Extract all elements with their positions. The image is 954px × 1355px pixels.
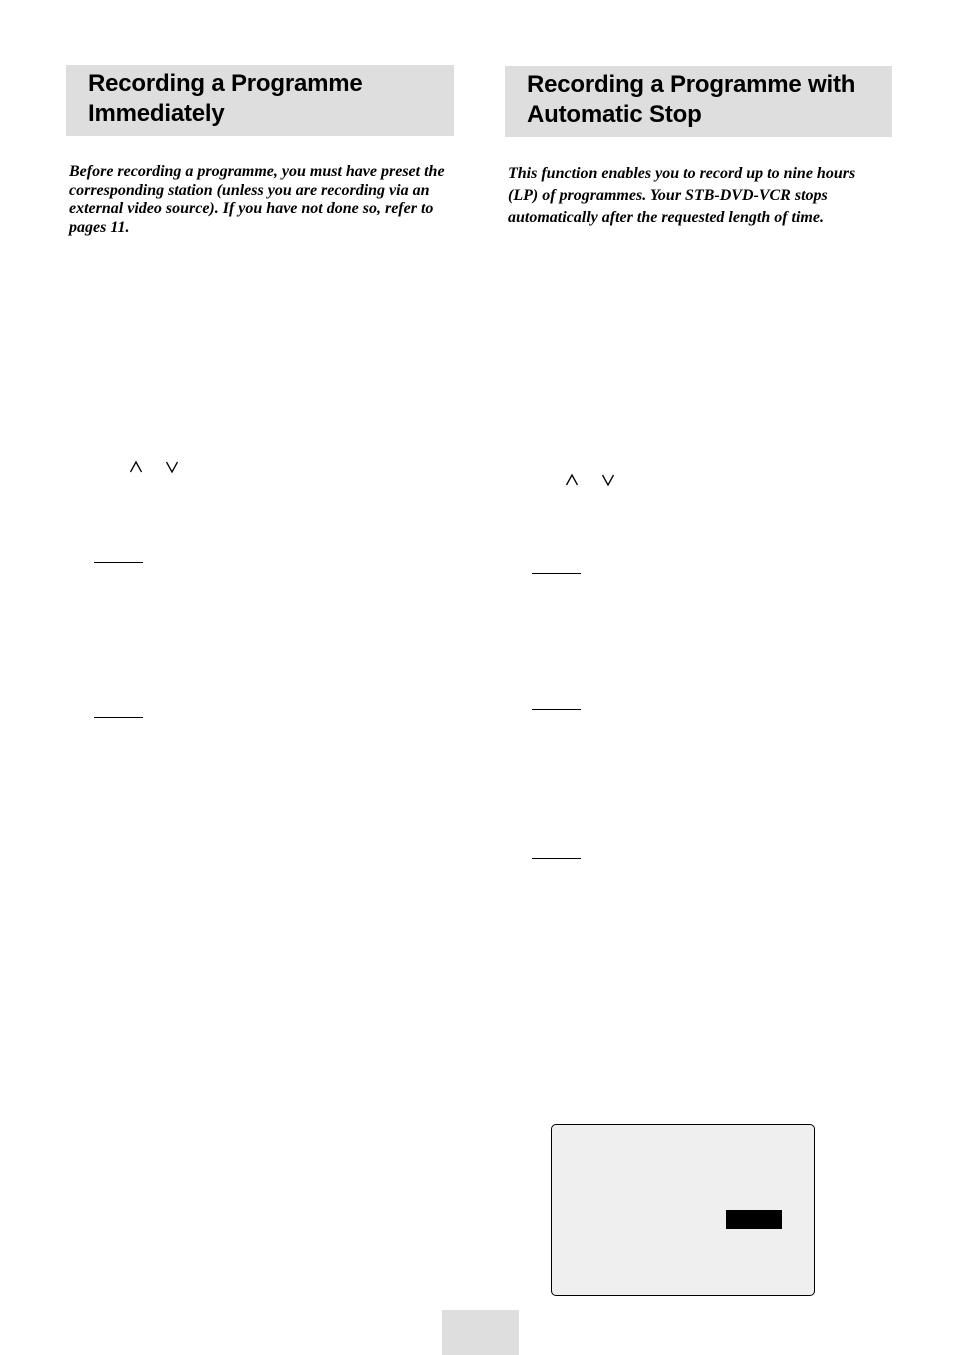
note-rule	[532, 573, 581, 574]
chevron-up-icon	[129, 460, 143, 474]
osd-screen-illustration	[551, 1124, 815, 1296]
note-rule	[532, 858, 581, 859]
chevron-up-icon	[565, 473, 579, 487]
page-number-tab	[442, 1310, 519, 1355]
right-section-title: Recording a Programme with Automatic Stop	[527, 71, 856, 128]
chevron-down-icon	[165, 460, 179, 474]
osd-highlight-bar	[726, 1210, 782, 1229]
right-intro-text: This function enables you to record up to nine hours (LP) of programmes. Your STB-DVD-VCR stops automatically after the requested length of time.	[508, 165, 856, 226]
note-rule	[94, 717, 143, 718]
left-section-header	[66, 65, 454, 136]
note-rule	[94, 562, 143, 563]
chevron-down-icon	[601, 473, 615, 487]
note-rule	[532, 709, 581, 710]
right-section-header	[505, 66, 892, 137]
left-intro-text: Before recording a programme, you must have preset the corresponding station (unless you are recording via an external video source). If you have not done so, refer to pages 11.	[69, 163, 445, 236]
left-section-title: Recording a Programme Immediately	[88, 70, 363, 127]
